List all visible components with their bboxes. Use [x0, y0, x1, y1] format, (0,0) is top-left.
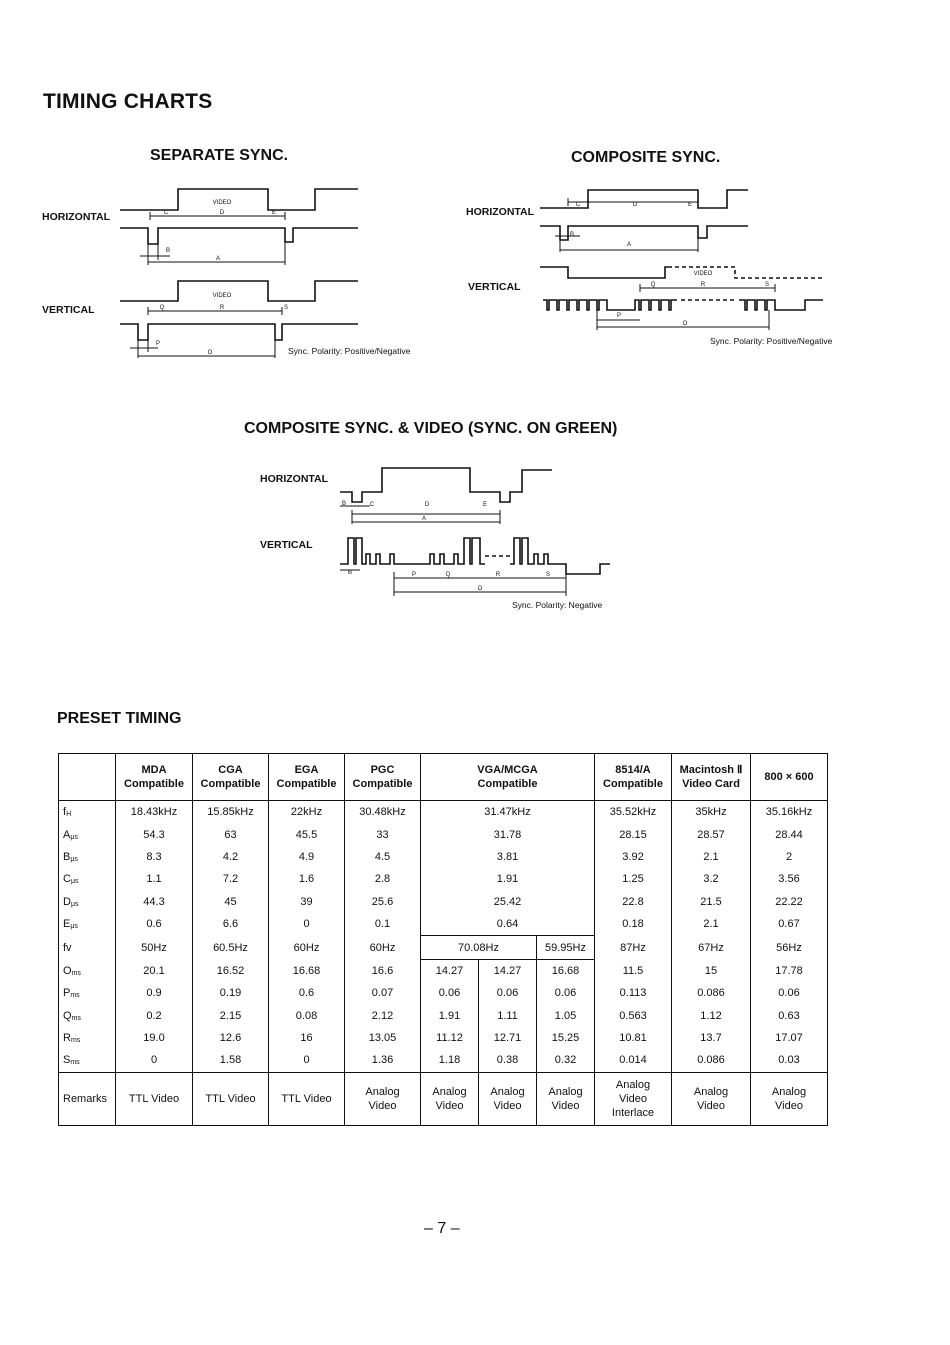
- svg-text:VIDEO: VIDEO: [693, 271, 713, 277]
- cell: 1.12: [672, 1005, 751, 1027]
- cell: 50Hz: [116, 936, 193, 959]
- cell: 17.07: [751, 1027, 828, 1049]
- cell: 39: [269, 891, 345, 913]
- row-label: Oms: [59, 959, 116, 982]
- row-label: Pms: [59, 982, 116, 1004]
- separate-sync-heading: SEPARATE SYNC.: [150, 147, 289, 164]
- svg-text:P: P: [411, 572, 417, 578]
- header-ega: EGA Compatible: [269, 754, 345, 801]
- cell: 1.36: [345, 1049, 421, 1072]
- svg-text:VIDEO: VIDEO: [212, 200, 232, 206]
- composite-sync-polarity-note: Sync. Polarity: Positive/Negative: [710, 336, 833, 346]
- cell: 21.5: [672, 891, 751, 913]
- preset-timing-heading: PRESET TIMING: [57, 710, 182, 727]
- cell: 15: [672, 959, 751, 982]
- table-row: [59, 846, 828, 868]
- cell: 25.42: [421, 891, 595, 913]
- svg-text:C: C: [369, 502, 375, 508]
- cell: 60Hz: [269, 936, 345, 959]
- cell: 4.9: [269, 846, 345, 868]
- cell: 16: [269, 1027, 345, 1049]
- cell: 0.06: [479, 982, 537, 1004]
- cell: 44.3: [116, 891, 193, 913]
- cell: 87Hz: [595, 936, 672, 959]
- cell: 2.1: [672, 913, 751, 936]
- cell: 60.5Hz: [193, 936, 269, 959]
- row-label: Bμs: [59, 846, 116, 868]
- header-vga: VGA/MCGA Compatible: [421, 754, 595, 801]
- preset-timing-table: [58, 753, 828, 1126]
- cell: 4.5: [345, 846, 421, 868]
- svg-text:S: S: [545, 572, 551, 578]
- cell: 1.1: [116, 868, 193, 890]
- svg-text:B: B: [569, 232, 575, 238]
- cell: 2.8: [345, 868, 421, 890]
- svg-text:B: B: [347, 570, 353, 576]
- cell: 8.3: [116, 846, 193, 868]
- cell: 1.11: [479, 1005, 537, 1027]
- sync-on-green-heading: COMPOSITE SYNC. & VIDEO (SYNC. ON GREEN): [244, 420, 618, 437]
- cell: 0.6: [269, 982, 345, 1004]
- cell: 0.06: [751, 982, 828, 1004]
- table-row: [59, 959, 828, 982]
- cell: 1.25: [595, 868, 672, 890]
- svg-text:C: C: [163, 210, 169, 216]
- cell: 0.9: [116, 982, 193, 1004]
- svg-text:C: C: [575, 202, 581, 208]
- svg-text:R: R: [495, 572, 501, 578]
- cell: 0.07: [345, 982, 421, 1004]
- separate-sync-polarity-note: Sync. Polarity: Positive/Negative: [288, 346, 411, 356]
- header-mda: MDA Compatible: [116, 754, 193, 801]
- cell: 3.92: [595, 846, 672, 868]
- table-row: [59, 936, 828, 959]
- cell: 0.18: [595, 913, 672, 936]
- cell: 13.05: [345, 1027, 421, 1049]
- cell: 16.68: [269, 959, 345, 982]
- cell: 22.22: [751, 891, 828, 913]
- separate-sync-diagram: [110, 180, 370, 370]
- page-title: TIMING CHARTS: [43, 90, 213, 113]
- cell: 15.85kHz: [193, 801, 269, 824]
- svg-text:Q: Q: [650, 282, 656, 288]
- table-row: [59, 913, 828, 936]
- cell: 7.2: [193, 868, 269, 890]
- svg-text:O: O: [477, 586, 483, 592]
- cell: 0.03: [751, 1049, 828, 1072]
- cell: 0.086: [672, 1049, 751, 1072]
- cell: 67Hz: [672, 936, 751, 959]
- cell: 6.6: [193, 913, 269, 936]
- cell: 0.6: [116, 913, 193, 936]
- cell: 16.52: [193, 959, 269, 982]
- cell: 14.27: [479, 959, 537, 982]
- header-macintosh: Macintosh Ⅱ Video Card: [672, 754, 751, 801]
- svg-text:O: O: [207, 350, 213, 356]
- svg-text:E: E: [271, 210, 277, 216]
- cell: Analog Video: [479, 1072, 537, 1125]
- table-row: [59, 1049, 828, 1072]
- cell: Analog Video: [751, 1072, 828, 1125]
- svg-text:S: S: [764, 282, 770, 288]
- svg-text:D: D: [632, 202, 638, 208]
- composite-vertical-label: VERTICAL: [468, 281, 521, 293]
- svg-text:A: A: [421, 516, 427, 522]
- cell: 28.57: [672, 823, 751, 845]
- svg-text:O: O: [682, 321, 688, 327]
- header-blank: [59, 754, 116, 801]
- cell: 11.12: [421, 1027, 479, 1049]
- cell: 20.1: [116, 959, 193, 982]
- svg-text:D: D: [424, 502, 430, 508]
- cell: 30.48kHz: [345, 801, 421, 824]
- sync-on-green-diagram: [330, 460, 630, 600]
- composite-sync-diagram: [535, 180, 835, 340]
- cell: TTL Video: [269, 1072, 345, 1125]
- cell: 0.32: [537, 1049, 595, 1072]
- cell: 70.08Hz: [421, 936, 537, 959]
- row-label: Aμs: [59, 823, 116, 845]
- cell: 45.5: [269, 823, 345, 845]
- cell: Analog Video: [672, 1072, 751, 1125]
- table-row: [59, 1005, 828, 1027]
- row-label: fH: [59, 801, 116, 824]
- table-row-remarks: [59, 1072, 828, 1125]
- svg-text:Q: Q: [159, 305, 165, 311]
- cell: 0.63: [751, 1005, 828, 1027]
- cell: 10.81: [595, 1027, 672, 1049]
- cell: 14.27: [421, 959, 479, 982]
- row-label: Cμs: [59, 868, 116, 890]
- cell: 28.44: [751, 823, 828, 845]
- row-label: Qms: [59, 1005, 116, 1027]
- row-label: Rms: [59, 1027, 116, 1049]
- cell: 1.05: [537, 1005, 595, 1027]
- svg-text:A: A: [215, 256, 221, 262]
- cell: 17.78: [751, 959, 828, 982]
- cell: 0.06: [537, 982, 595, 1004]
- cell: 0.086: [672, 982, 751, 1004]
- cell: 1.91: [421, 1005, 479, 1027]
- svg-text:R: R: [700, 282, 706, 288]
- cell: 0.06: [421, 982, 479, 1004]
- cell: 12.6: [193, 1027, 269, 1049]
- cell: 22.8: [595, 891, 672, 913]
- cell: 15.25: [537, 1027, 595, 1049]
- cell: 1.91: [421, 868, 595, 890]
- cell: 28.15: [595, 823, 672, 845]
- svg-text:D: D: [219, 210, 225, 216]
- cell: 2.12: [345, 1005, 421, 1027]
- cell: 22kHz: [269, 801, 345, 824]
- row-label: Eμs: [59, 913, 116, 936]
- cell: 3.81: [421, 846, 595, 868]
- svg-text:B: B: [165, 248, 171, 254]
- cell: 63: [193, 823, 269, 845]
- svg-text:B: B: [341, 501, 347, 507]
- cell: 13.7: [672, 1027, 751, 1049]
- cell: 0.67: [751, 913, 828, 936]
- cell: 33: [345, 823, 421, 845]
- svg-text:A: A: [626, 242, 632, 248]
- cell: Analog Video Interlace: [595, 1072, 672, 1125]
- svg-text:E: E: [482, 502, 488, 508]
- cell: 35.52kHz: [595, 801, 672, 824]
- svg-text:E: E: [687, 202, 693, 208]
- table-row: [59, 1027, 828, 1049]
- cell: 60Hz: [345, 936, 421, 959]
- cell: 0.113: [595, 982, 672, 1004]
- cell: 25.6: [345, 891, 421, 913]
- header-800x600: 800 × 600: [751, 754, 828, 801]
- table-row: [59, 801, 828, 824]
- cell: 35kHz: [672, 801, 751, 824]
- cell: 11.5: [595, 959, 672, 982]
- cell: 45: [193, 891, 269, 913]
- cell: Analog Video: [345, 1072, 421, 1125]
- cell: 19.0: [116, 1027, 193, 1049]
- composite-sync-heading: COMPOSITE SYNC.: [571, 149, 721, 166]
- header-8514a: 8514/A Compatible: [595, 754, 672, 801]
- cell: 35.16kHz: [751, 801, 828, 824]
- row-label: Dμs: [59, 891, 116, 913]
- cell: 16.68: [537, 959, 595, 982]
- cell: 18.43kHz: [116, 801, 193, 824]
- header-cga: CGA Compatible: [193, 754, 269, 801]
- row-label: Sms: [59, 1049, 116, 1072]
- separate-vertical-label: VERTICAL: [42, 304, 95, 316]
- table-row: [59, 982, 828, 1004]
- row-label: fv: [59, 936, 116, 959]
- cell: 0: [269, 1049, 345, 1072]
- cell: 0.38: [479, 1049, 537, 1072]
- svg-text:S: S: [283, 305, 289, 311]
- page-number: – 7 –: [424, 1220, 460, 1237]
- cell: 2: [751, 846, 828, 868]
- cell: 59.95Hz: [537, 936, 595, 959]
- table-header-row: [59, 754, 828, 801]
- cell: 0: [116, 1049, 193, 1072]
- cell: 2.1: [672, 846, 751, 868]
- cell: 4.2: [193, 846, 269, 868]
- cell: 12.71: [479, 1027, 537, 1049]
- svg-text:P: P: [155, 341, 161, 347]
- table-row: [59, 823, 828, 845]
- svg-text:P: P: [616, 313, 622, 319]
- cell: Analog Video: [537, 1072, 595, 1125]
- cell: 16.6: [345, 959, 421, 982]
- svg-text:VIDEO: VIDEO: [212, 293, 232, 299]
- cell: TTL Video: [116, 1072, 193, 1125]
- cell: 56Hz: [751, 936, 828, 959]
- table-row: [59, 891, 828, 913]
- cell: 3.56: [751, 868, 828, 890]
- cell: 0.014: [595, 1049, 672, 1072]
- cell: 1.6: [269, 868, 345, 890]
- cell: 54.3: [116, 823, 193, 845]
- cell: 0.2: [116, 1005, 193, 1027]
- cell: 31.78: [421, 823, 595, 845]
- table-row: [59, 868, 828, 890]
- svg-text:Q: Q: [445, 572, 451, 578]
- cell: 0.08: [269, 1005, 345, 1027]
- cell: Analog Video: [421, 1072, 479, 1125]
- cell: 0.19: [193, 982, 269, 1004]
- cell: 1.18: [421, 1049, 479, 1072]
- cell: 0.64: [421, 913, 595, 936]
- cell: TTL Video: [193, 1072, 269, 1125]
- cell: 0.1: [345, 913, 421, 936]
- composite-horizontal-label: HORIZONTAL: [466, 206, 535, 218]
- green-vertical-label: VERTICAL: [260, 539, 313, 551]
- cell: 3.2: [672, 868, 751, 890]
- separate-horizontal-label: HORIZONTAL: [42, 211, 111, 223]
- green-sync-polarity-note: Sync. Polarity: Negative: [512, 600, 603, 610]
- svg-text:R: R: [219, 305, 225, 311]
- cell: 0: [269, 913, 345, 936]
- cell: 0.563: [595, 1005, 672, 1027]
- cell: 2.15: [193, 1005, 269, 1027]
- cell: 1.58: [193, 1049, 269, 1072]
- header-pgc: PGC Compatible: [345, 754, 421, 801]
- row-label: Remarks: [59, 1072, 116, 1125]
- cell: 31.47kHz: [421, 801, 595, 824]
- green-horizontal-label: HORIZONTAL: [260, 473, 329, 485]
